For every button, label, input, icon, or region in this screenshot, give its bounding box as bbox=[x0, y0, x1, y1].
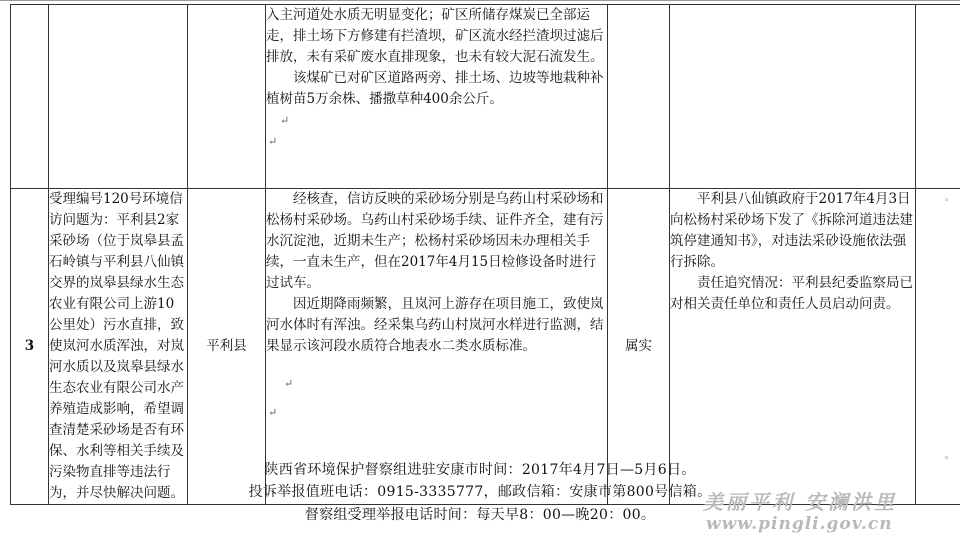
complaint-text: 受理编号120号环境信访问题为：平利县2家采砂场（位于岚皋县孟石岭镇与平利县八仙镇交界的岚皋县绿水生态农业有限公司上游10公里处）污水直排，致使岚河水质浑浊，对岚河水质以及岚皋县绿水生态农业有限公司水产养殖造成影响，希望调查清楚采砂场是否有环保、水利等相关手续及污染物直排等违法行为，并尽快解决问题。 bbox=[49, 191, 184, 501]
remarks-cell bbox=[916, 189, 960, 505]
inspection-table bbox=[10, 4, 960, 505]
return-mark-icon: ↵ bbox=[268, 135, 278, 148]
case-facts-paragraph: 入主河道处水质无明显变化；矿区所储存煤炭已全部运走，排土场下方修建有拦渣坝，矿区流水经拦渣坝过滤后排放，未有采矿废水直排现象，也未有较大泥石流发生。 bbox=[266, 7, 604, 65]
return-mark-icon: ↵ bbox=[280, 114, 290, 127]
verdict-text: 属实 bbox=[625, 338, 652, 354]
complaint-cell bbox=[49, 189, 188, 505]
county-cell bbox=[188, 5, 266, 189]
handling-paragraph: 责任追究情况：平利县纪委监察局已对相关责任单位和责任人员启动问责。 bbox=[670, 275, 913, 312]
footer-inspection-period: 陕西省环境保护督察组进驻安康市时间：2017年4月7日—5月6日。 bbox=[264, 462, 696, 478]
county-name: 平利县 bbox=[206, 338, 247, 354]
findings-paragraph: 经核查，信访反映的采砂场分别是乌药山村采砂场和松杨村采砂场。乌药山村采砂场手续、证件齐全，建有污水沉淀池，近期未生产；松杨村采砂场因未办理相关手续，一直未生产，但在2017年4月15日检修设备时进行过试车。 bbox=[266, 191, 604, 291]
table-end-mark-icon: ◦ bbox=[944, 454, 950, 464]
remarks-cell bbox=[916, 5, 960, 189]
verdict-cell bbox=[608, 5, 670, 189]
findings-cell bbox=[266, 189, 608, 505]
watermark-site: www.pingli.gov.cn bbox=[706, 514, 893, 534]
watermark-slogan: 美丽平利 安澜洪里 bbox=[703, 490, 897, 514]
complaint-cell bbox=[49, 5, 188, 189]
case-facts-cell bbox=[266, 5, 608, 189]
handling-cell bbox=[670, 189, 916, 505]
footer-hours: 督察组受理举报电话时间：每天早8：00—晚20：00。 bbox=[304, 507, 656, 523]
footer-hotline: 投诉举报值班电话：0915-3335777，邮政信箱：安康市第800号信箱。 bbox=[248, 484, 712, 500]
row-number: 3 bbox=[11, 189, 49, 505]
findings-paragraph: 因近期降雨频繁，且岚河上游存在项目施工，致使岚河水体时有浑浊。经采集乌药山村岚河水样进行监测，结果显示该河段水质符合地表水二类水质标准。 bbox=[266, 296, 604, 354]
county-cell bbox=[188, 189, 266, 505]
case-facts-paragraph: 该煤矿已对矿区道路两旁、排土场、边坡等地栽种补植树苗5万余株、播撒草种400余公斤。 bbox=[266, 70, 604, 107]
handling-cell bbox=[670, 5, 916, 189]
handling-paragraph: 平利县八仙镇政府于2017年4月3日向松杨村采砂场下发了《拆除河道违法建筑停建通知书》，对违法采砂设施依法强行拆除。 bbox=[670, 191, 913, 270]
verdict-cell bbox=[608, 189, 670, 505]
return-mark-icon: ↵ bbox=[284, 377, 294, 390]
table-row bbox=[11, 5, 960, 189]
table-row bbox=[11, 189, 960, 505]
number-cell bbox=[11, 5, 49, 189]
table-end-mark-icon: ◦ bbox=[944, 196, 950, 206]
return-mark-icon: ↵ bbox=[268, 406, 278, 419]
